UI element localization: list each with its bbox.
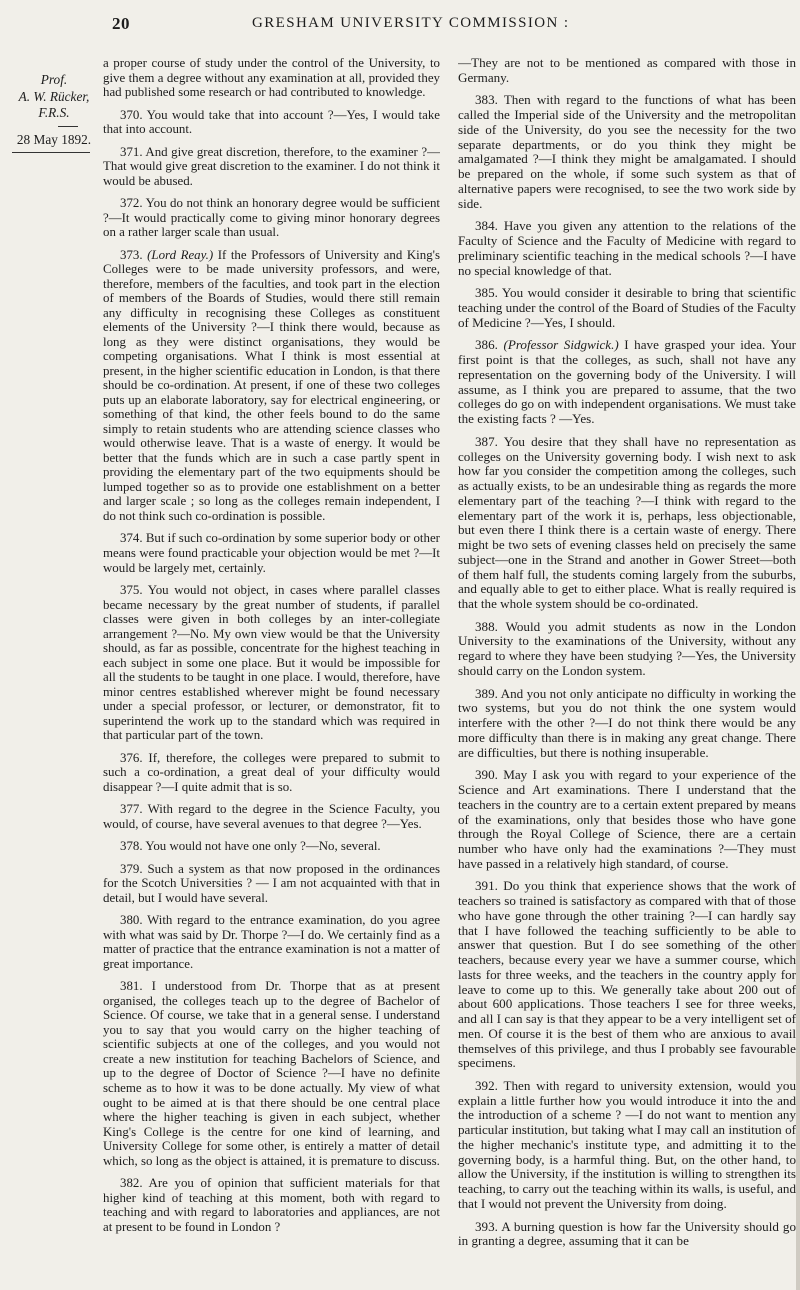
left-text-column [103, 56, 440, 1278]
speaker-label: (Professor Sidgwick.) [503, 337, 619, 353]
paragraph-text: May I ask you with regard to your experience of the Science and Art examinations. There I understand that the teachers in the country are to a certain extent prepared by means of the examinations, only that besides those who have gone through the Royal College of Science, there are a certain number who have only had the examinations ?—They must have passed in a relatively high standard, of course. [458, 767, 796, 871]
question-number: 390. [475, 767, 498, 783]
question-number: 388. [475, 618, 498, 634]
evidence-paragraph [458, 1220, 796, 1249]
paragraph-text: You would take that into account ?—Yes, I would take that into account. [103, 107, 440, 137]
evidence-paragraph [103, 802, 440, 831]
paragraph-text: Are you of opinion that sufficient materials for that higher kind of teaching at this moment, both with regard to teaching and with regard to laboratories and appliances, are not at present to be found in London ? [103, 1176, 440, 1234]
margin-rule [58, 126, 78, 127]
evidence-paragraph [458, 687, 796, 761]
question-number: 383. [475, 92, 498, 108]
evidence-paragraph [103, 196, 440, 240]
right-text-column [458, 56, 796, 1278]
paragraph-text: With regard to the entrance examination, do you agree with what was said by Dr. Thorpe ?—I do. We certainly find as a matter of practice that the entrance examination is not a matter of great importance. [103, 913, 440, 971]
question-number: 371. [120, 144, 143, 159]
question-number: 370. [120, 107, 143, 122]
evidence-paragraph [458, 768, 796, 871]
question-number: 381. [120, 979, 143, 994]
paragraph-text: And you not only anticipate no difficulty in working the two systems, but you do not think the one system would interfere with the other ?—I do not think there would be any more difficulty than there is in making any great change. There are difficulties, but there is nothing insuperable. [458, 685, 796, 760]
paragraph-text: Then with regard to university extension, would you explain a little further how you would introduce it into the and the introduction of a scheme ? —I do not want to mention any particular institution, but taking what I may call an institution of the higher mechanic's institute type, and admitting it to the governing body, is a harmful thing. But, on the other hand, to allow the University, if the institution is willing to strengthen its teaching, to carry out the teaching within its walls, is useful, and that I would not prevent the University from doing. [458, 1078, 796, 1211]
question-number: 389. [475, 685, 498, 701]
paragraph-text: Such a system as that now proposed in the ordinances for the Scotch Universities ? — I am not acquainted with that in detail, but I would have several. [103, 861, 440, 905]
evidence-paragraph [458, 286, 796, 330]
witness-title: Prof. [40, 72, 68, 87]
evidence-paragraph [458, 1079, 796, 1212]
paragraph-text: You would consider it desirable to bring that scientific teaching under the control of the Board of Studies of the Faculty of Medicine ?—Yes, I should. [458, 285, 796, 330]
paragraph-text: Would you admit students as now in the London University to the examinations of the University, without any regard to where they have been studying ?—Yes, the University should carry on the London system. [458, 618, 796, 678]
evidence-paragraph [103, 248, 440, 524]
evidence-paragraph [458, 620, 796, 679]
paragraph-text: You would not have one only ?—No, several. [145, 839, 381, 854]
paragraph-text: With regard to the degree in the Science Faculty, you would, of course, have several avenues to that degree ?—Yes. [103, 802, 440, 831]
evidence-paragraph [103, 979, 440, 1168]
question-number: 386. [475, 337, 498, 353]
question-number: 392. [475, 1078, 498, 1093]
paragraph-text: Have you given any attention to the relations of the Faculty of Science and the Faculty of Medicine with regard to preliminary scientific teaching in the medical schools ?—I have no special knowledge of that. [458, 218, 796, 278]
question-number: 391. [475, 878, 498, 894]
witness-margin-note [8, 72, 100, 153]
evidence-paragraph [103, 839, 440, 854]
paragraph-text: If the Professors of University and King's Colleges were to be made university professors, and were, therefore, members of the faculties, and took part in the election of members of the Boards of Studies, would there still remain any difficulty in recognising these Colleges as constituent elements of the University ?—I think there would, because as long as they were distinct organisations, they would be competing organisations. What I think is most essential at present, in the higher scientific education in London, is that there should be co-ordination. At present, if one of these two colleges puts up an elaborate laboratory, say for electrical engineering, or something of that kind, the other feels bound to do the same simply to retain students who are attending science classes who would otherwise leave. That is a waste of energy. It would be better that the funds which are in such a case partly spent in providing the elementary part of the two equipments should be lumped together so as to provide one establishment on a better and larger scale ; so long as the colleges remain independent, I do not think such co-ordination is possible. [103, 247, 440, 523]
evidence-paragraph [103, 862, 440, 906]
evidence-paragraph [103, 913, 440, 971]
evidence-paragraph [103, 145, 440, 189]
witness-name: A. W. Rücker, [18, 88, 90, 104]
question-number: 382. [120, 1176, 143, 1191]
question-number: 385. [475, 285, 498, 301]
paragraph-text: If, therefore, the colleges were prepared to submit to such a co-ordination, a great deal of your difficulty would disappear ?—I quite admit that is so. [103, 750, 440, 794]
question-number: 373. [120, 247, 143, 262]
witness-honours: F.R.S. [38, 105, 70, 120]
question-number: 377. [120, 802, 143, 817]
question-number: 387. [475, 433, 498, 449]
evidence-paragraph [458, 56, 796, 85]
paragraph-text: And give great discretion, therefore, to the examiner ?—That would give great discretion to the examiner. I do not think it would be abused. [103, 144, 440, 188]
paragraph-text: You desire that they shall have no representation as colleges on the University governing body. I wish next to ask how far you consider the competition among the colleges, such as actually exists, to be an undesirable thing as regards the more elementary part of the teaching ?—I think with regard to the elementary part of the work it is, perhaps, less objectionable, but even there I think there is a certain waste of energy. There might be two sets of evening classes held on precisely the same subject—one in the Strand and another in Gower Street—both of them half full, the students coming largely from the suburbs, and equally able to get to either place. What is really required is that the whole system should be co-ordinated. [458, 433, 796, 611]
paragraph-text: Then with regard to the functions of what has been called the Imperial side of the University and the metropolitan side of the University, do you see the necessity for the two separate departments, or do you think they might be amalgamated ?—I think they might be amalgamated. I should be prepared on the whole, if some such system as that of alternative papers were recognised, to see the two work side by side. [458, 92, 796, 211]
evidence-paragraph [458, 435, 796, 612]
question-number: 378. [120, 839, 143, 854]
evidence-paragraph [458, 93, 796, 211]
paragraph-text: a proper course of study under the control of the University, to give them a degree without any examination at all, provided they had published some research or had contributed to knowledge. [103, 56, 440, 100]
page-edge [796, 940, 800, 1290]
question-number: 375. [120, 583, 143, 598]
page-header [0, 8, 800, 38]
paragraph-text: But if such co-ordination by some superior body or other means were found practicable your objection would be met ?—It would be largely met, certainly. [103, 531, 440, 575]
evidence-paragraph [458, 219, 796, 278]
paragraph-text: —They are not to be mentioned as compared with those in Germany. [458, 56, 796, 85]
paragraph-text: You do not think an honorary degree would be sufficient ?—It would practically come to giving minor honorary degrees on a rather larger scale than usual. [103, 196, 440, 240]
evidence-paragraph [103, 531, 440, 575]
evidence-paragraph [103, 751, 440, 795]
evidence-paragraph [103, 1176, 440, 1234]
paragraph-text: I understood from Dr. Thorpe that as at present organised, the colleges teach up to the degree of Bachelor of Science. Of course, we take that in a general sense. I understand you to say that you would carry on the higher teaching of scientific subjects at one of the colleges, and you would not create a new institution for teaching Bachelors of Science, and up to the degree of Doctor of Science ?—I have no definite scheme as to how it was to be done actually. My view of what ought to be aimed at is that there should be one central place where the higher teaching is given in each subject, whether King's College is the centre for one kind of learning, and University College for some other, is entirely a matter of detail which, so long as the object is attained, it is premature to discuss. [103, 979, 440, 1168]
running-title: GRESHAM UNIVERSITY COMMISSION : [252, 15, 570, 31]
paragraph-text: A burning question is how far the University should go in granting a degree, assuming that it can be [458, 1218, 796, 1249]
question-number: 393. [475, 1218, 498, 1234]
evidence-paragraph [103, 583, 440, 743]
speaker-label: (Lord Reay.) [147, 247, 214, 262]
question-number: 384. [475, 218, 498, 234]
paragraph-text: Do you think that experience shows that the work of teachers so trained is satisfactory as compared with that of those who have gone through the other training ?—I can hardly say that I have followed the teaching sufficiently to be able to answer that question. But I do see something of the other teachers, because every year we have a summer course, which lasts for three weeks, and the teachers in the country apply for leave to come up to this. We generally take about 200 out of about 600 applications. Those teachers I see for three weeks, and all I can say is that they appear to be a very intelligent set of men. Of course it is the best of them who are anxious to avail themselves of this privilege, and thus I probably see favourable specimens. [458, 878, 796, 1071]
witness-date: 28 May 1892. [16, 131, 92, 147]
question-number: 374. [120, 531, 143, 546]
question-number: 379. [120, 861, 143, 876]
question-number: 380. [120, 913, 143, 928]
evidence-paragraph [103, 108, 440, 137]
paragraph-text: You would not object, in cases where parallel classes became necessary by the great number of students, if parallel classes were given in both colleges by an inter-collegiate arrangement ?—No. My own view would be that the University should, as far as possible, concentrate for the highest teaching in each subject in some one place. But it would be impossible for all the students to be taught in one place. I would, therefore, have minor centres established wherever might be found necessary under a special professor, or lecturer, or demonstrator, fit to superintend the work up to the standard which was required in that particular part of the town. [103, 583, 440, 743]
paragraph-text: I have grasped your idea. Your first point is that the colleges, as such, shall not have any representation on the governing body of the University. I will assume, as I think you are prepared to assume, that the two colleges do go on with independent organisations. We must take the existing facts ? —Yes. [458, 337, 796, 427]
evidence-paragraph [458, 879, 796, 1071]
question-number: 372. [120, 196, 143, 211]
page-number: 20 [112, 14, 130, 33]
margin-rule-under-date [12, 152, 90, 153]
question-number: 376. [120, 750, 143, 765]
evidence-paragraph [458, 338, 796, 426]
evidence-paragraph [103, 56, 440, 100]
